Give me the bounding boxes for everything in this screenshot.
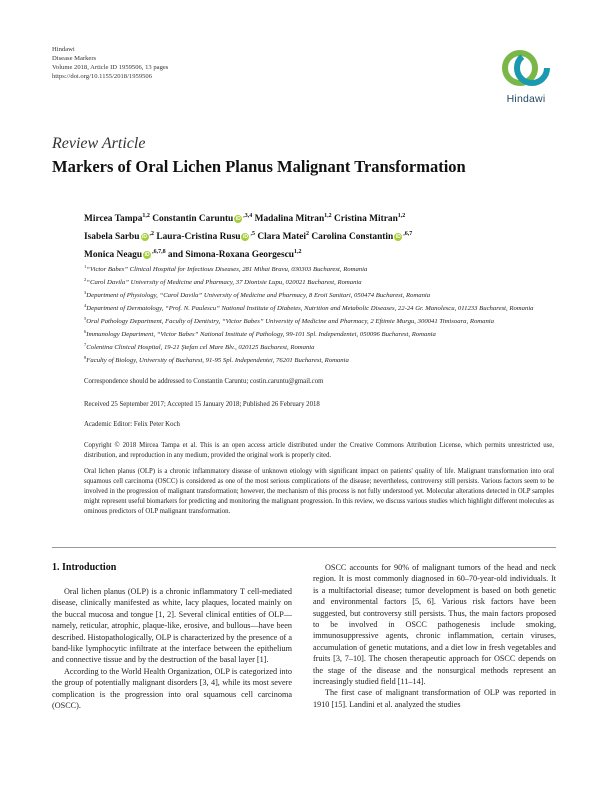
author[interactable]: [185, 250, 301, 260]
paragraph: OSCC accounts for 90% of malignant tumors of the head and neck region. It is most commonly diagnosed in 60–70-year-old individuals. It is a multifactorial disease; tumor development is based on both genetic and environmental factors [5, 6]. Various risk factors have been suggested, but controversy still persists. Thus, the main factors proposed to be involved in OSCC pathogenesis include smoking, immunosuppressive agents, chronic inflammation, certain viruses, accumulation of genetic mutations, and a diet low in fresh vegetables and fruits [3, 7–10]. The chosen therapeutic approach for OSCC depends on the stage of the disease and the nonsurgical methods represent an increasingly studied field [11–14].: [313, 563, 556, 687]
author-name: Simona-Roxana Georgescu: [185, 250, 294, 261]
author[interactable]: [84, 232, 154, 242]
author[interactable]: [152, 214, 252, 224]
author[interactable]: [255, 214, 332, 224]
doi-link[interactable]: https://doi.org/10.1155/2018/1959506: [52, 73, 153, 80]
author[interactable]: [257, 232, 309, 242]
article-type: Review Article: [52, 135, 146, 152]
author-affiliation-sup: ,6,7: [403, 231, 413, 238]
author-affiliation-sup: 1,2: [397, 213, 406, 219]
affiliation: [84, 275, 554, 288]
affiliation-number: 4: [84, 303, 87, 309]
affiliation: [84, 340, 554, 353]
author[interactable]: [156, 232, 255, 242]
body-column-left: [52, 586, 292, 711]
author-affiliation-sup: 1,2: [324, 213, 332, 219]
section-heading: 1. Introduction: [52, 562, 117, 573]
affiliation-text: Faculty of Biology, University of Bucharest, 91-95 Spl. Independentei, 76201 Bucharest, Romania: [86, 357, 349, 365]
author[interactable]: [84, 214, 150, 224]
author-name: Laura-Cristina Rusu: [156, 232, 241, 243]
affiliation-text: Colentina Clinical Hospital, 19-21 Ştefan cel Mare Blv., 020125 Bucharest, Romania: [86, 344, 315, 352]
affiliation-number: 6: [84, 329, 87, 335]
affiliation-text: Immunology Department, “Victor Babes” National Institute of Pathology, 99-101 Spl. Independentei, 050096 Bucharest, Romania: [86, 331, 436, 339]
affiliation-text: Oral Pathology Department, Faculty of Dentistry, “Victor Babes” University of Medicine and Pharmacy, 2 Eftimie Murgu, 300041 Timisoara, Romania: [86, 318, 495, 326]
affiliation-number: 7: [84, 342, 87, 348]
orcid-icon[interactable]: iD: [235, 216, 241, 223]
author-name: Madalina Mitran: [254, 214, 325, 225]
author-name: Isabela Sarbu: [84, 232, 140, 243]
paragraph: According to the World Health Organization, OLP is categorized into the group of potentially malignant disorders [3, 4], while its most severe complication is the progression into oral squamous cell carcinoma (OSCC).: [52, 666, 292, 711]
author-affiliation-sup: ,3,4: [243, 213, 253, 219]
orcid-icon[interactable]: iD: [142, 234, 147, 241]
affiliation: [84, 288, 554, 301]
affiliation-number: 1: [84, 264, 87, 269]
affiliation: [84, 353, 554, 366]
author-name: Constantin Caruntu: [152, 214, 234, 225]
copyright-notice: Copyright © 2018 Mircea Tampa et al. This is an open access article distributed under the Creative Commons Attribution License, which permits unrestricted use, distribution, and reproduction in any medium, provided the original work is properly cited.: [84, 442, 554, 459]
author-affiliation-sup: ,5: [250, 231, 255, 238]
body-column-right: [313, 562, 556, 710]
affiliation-number: 5: [84, 316, 87, 322]
academic-editor: Academic Editor: Felix Peter Koch: [84, 421, 180, 428]
author-conjunction: and: [165, 250, 186, 261]
affiliation-number: 8: [84, 355, 87, 361]
affiliation-text: Department of Physiology, “Carol Davila” University of Medicine and Pharmacy, 8 Eroii Sanitari, 050474 Bucharest, Romania: [86, 292, 431, 300]
author-affiliation-sup: 1,2: [142, 213, 150, 219]
divider: [52, 547, 556, 548]
affiliation: [84, 314, 554, 327]
author[interactable]: [84, 250, 166, 260]
paragraph: Oral lichen planus (OLP) is a chronic inflammatory T cell-mediated disease, clinically manifested as white, lacy plaques, located mainly on the buccal mucosa and tongue [1, 2]. Several clinical entities of OLP—namely, reticular, atrophic, plaque-like, erosive, and bullous—have been described. Histopathologically, OLP is characterized by the presence of a band-like lymphocytic infiltrate at the interface between the epithelium and connective tissue and by the destruction of the basal layer [1].: [52, 587, 292, 665]
logo-wordmark: Hindawi: [506, 93, 546, 105]
orcid-icon[interactable]: iD: [242, 234, 248, 241]
affiliation: [84, 327, 554, 340]
author[interactable]: [334, 214, 405, 224]
publisher-name: Hindawi: [52, 46, 75, 53]
dates: Received 25 September 2017; Accepted 15 January 2018; Published 26 February 2018: [84, 401, 320, 408]
author-affiliation-sup: 2: [306, 231, 310, 238]
volume-line: Volume 2018, Article ID 1959506, 13 pages: [52, 64, 169, 71]
author-name: Cristina Mitran: [334, 214, 398, 225]
paragraph: The first case of malignant transformation of OLP was reported in 1910 [15]. Landini et al. analyzed the studies: [313, 688, 556, 709]
journal-name: Disease Markers: [52, 55, 97, 62]
author-name: Clara Matei: [257, 232, 307, 243]
correspondence: Correspondence should be addressed to Constantin Caruntu; costin.caruntu@gmail.com: [84, 378, 324, 385]
author-affiliation-sup: ,6,7,8: [152, 249, 166, 256]
affiliation-list: [84, 262, 554, 366]
author-name: Carolina Constantin: [311, 232, 394, 243]
author-list: [84, 209, 554, 263]
author-affiliation-sup: ,2: [149, 231, 154, 238]
abstract: Oral lichen planus (OLP) is a chronic inflammatory disease of unknown etiology with significant impact on patients' quality of life. Malignant transformation into oral squamous cell carcinoma (OSCC) is considered as one of the most serious complications of the disease; nevertheless, controversy still persists. Various factors seem to be involved in the progression of malignant transformation; however, the mechanism of this process is not fully understood yet. Molecular alterations detected in OLP samples might represent useful biomarkers for predicting and monitoring the malignant progression. In this review, we discuss various studies which highlight different molecules as ominous predictors of OLP malignant transformation.: [84, 468, 554, 515]
journal-header: [52, 45, 168, 81]
orcid-icon[interactable]: iD: [144, 252, 150, 259]
affiliation-text: “Carol Davila” University of Medicine and Pharmacy, 37 Dionisie Lupu, 020021 Bucharest, Romania: [86, 279, 362, 287]
orcid-icon[interactable]: iD: [395, 234, 401, 241]
author-name: Monica Neagu: [84, 250, 143, 261]
author[interactable]: [311, 232, 412, 242]
affiliation-text: Department of Dermatology, “Prof. N. Paulescu” National Institute of Diabetes, Nutrition and Metabolic Diseases, 22-24 Gr. Manolescu, 011233 Bucharest, Romania: [86, 305, 534, 313]
affiliation-text: “Victor Babes” Clinical Hospital for Infectious Diseases, 281 Mihai Bravu, 030303 Bucharest, Romania: [86, 266, 368, 274]
affiliation: [84, 301, 554, 314]
author-affiliation-sup: 1,2: [293, 249, 302, 256]
author-name: Mircea Tampa: [84, 214, 143, 225]
affiliation: [84, 262, 554, 275]
affiliation-number: 2: [84, 277, 87, 283]
affiliation-number: 3: [84, 290, 87, 296]
article-title: Markers of Oral Lichen Planus Malignant Transformation: [52, 157, 466, 176]
